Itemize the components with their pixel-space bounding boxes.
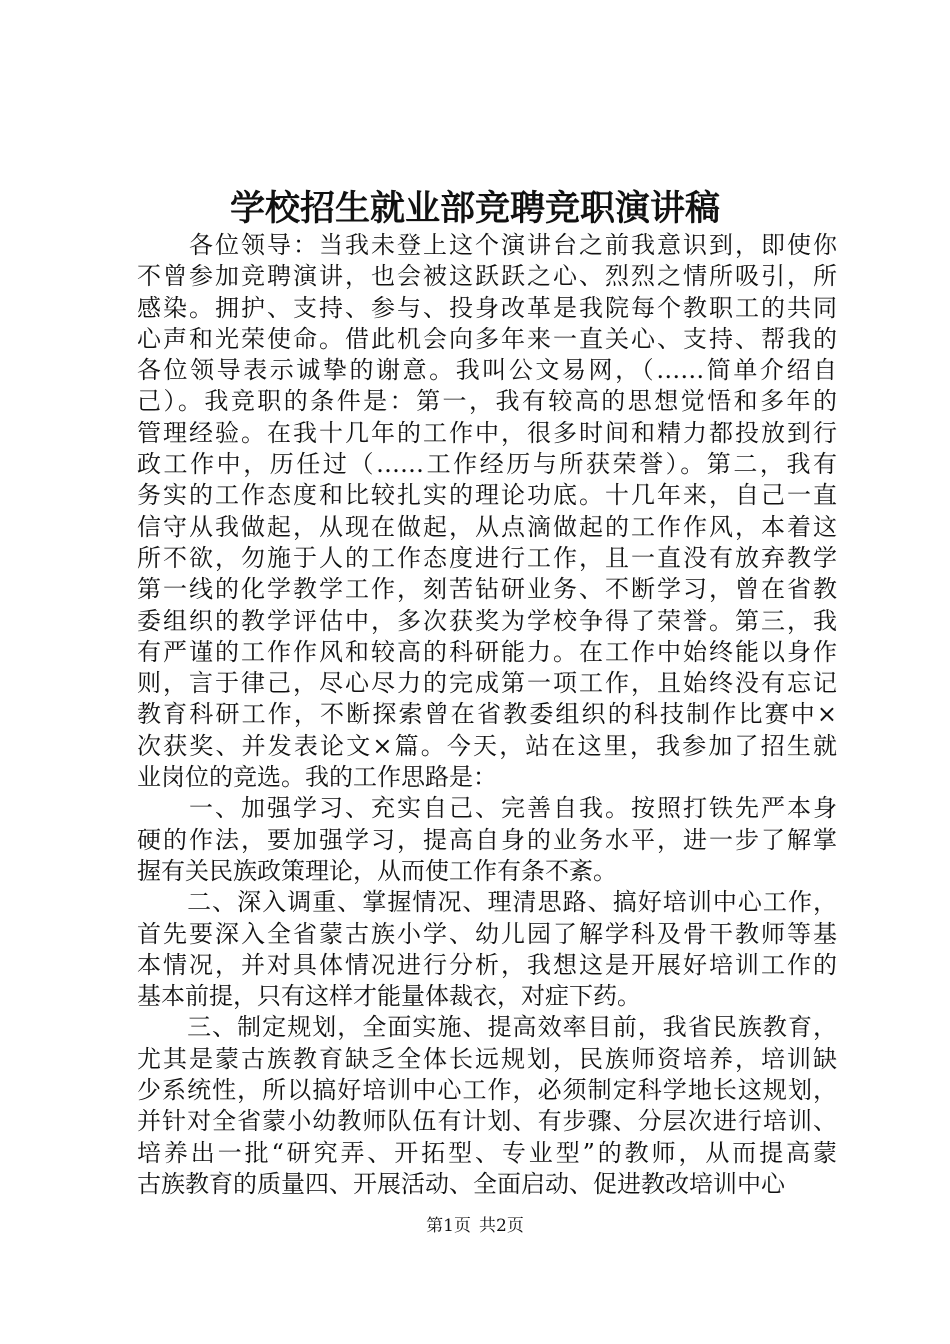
- body-text-line: 硬的作法，要加强学习，提高自身的业务水平，进一步了解掌: [137, 825, 837, 854]
- body-text-line: 第一线的化学教学工作，刻苦钻研业务、不断学习，曾在省教: [137, 575, 837, 604]
- body-text-line: 尤其是蒙古族教育缺乏全体长远规划，民族师资培养，培训缺: [137, 1044, 837, 1073]
- document-body: [137, 230, 837, 1200]
- page-number: 第1页: [426, 1216, 471, 1236]
- body-text-line: 基本前提，只有这样才能量体裁衣，对症下药。: [137, 982, 641, 1011]
- body-text-line: 三、制定规划，全面实施、提高效率目前，我省民族教育，: [137, 1013, 837, 1042]
- body-text-line: 古族教育的质量四、开展活动、全面启动、促进教改培训中心: [137, 1169, 785, 1198]
- body-text-line: 有严谨的工作作风和较高的科研能力。在工作中始终能以身作: [137, 637, 837, 666]
- body-text-line: 己）。我竞职的条件是：第一，我有较高的思想觉悟和多年的: [137, 387, 837, 416]
- body-text-line: 并针对全省蒙小幼教师队伍有计划、有步骤、分层次进行培训、: [137, 1107, 837, 1136]
- body-text-line: 政工作中，历任过（……工作经历与所获荣誉）。第二，我有: [137, 450, 837, 479]
- body-text-line: 一、加强学习、充实自己、完善自我。按照打铁先严本身: [137, 794, 837, 823]
- body-text-line: 次获奖、并发表论文×篇。今天，站在这里，我参加了招生就: [137, 731, 837, 760]
- page-total: 共2页: [479, 1216, 524, 1236]
- body-text-line: 少系统性，所以搞好培训中心工作，必须制定科学地长这规划，: [137, 1076, 837, 1105]
- body-text-line: 所不欲，勿施于人的工作态度进行工作，且一直没有放弃教学: [137, 543, 837, 572]
- body-text-line: 管理经验。在我十几年的工作中，很多时间和精力都投放到行: [137, 418, 837, 447]
- body-text-line: 握有关民族政策理论，从而使工作有条不紊。: [137, 856, 617, 885]
- body-text-line: 不曾参加竞聘演讲，也会被这跃跃之心、烈烈之情所吸引，所: [137, 262, 837, 291]
- body-text-line: 教育科研工作，不断探索曾在省教委组织的科技制作比赛中×: [137, 700, 837, 729]
- body-text-line: 委组织的教学评估中，多次获奖为学校争得了荣誉。第三，我: [137, 606, 837, 635]
- body-text-line: 二、深入调重、掌握情况、理清思路、搞好培训中心工作，: [137, 888, 837, 917]
- body-text-line: 培养出一批“研究弄、开拓型、专业型”的教师，从而提高蒙: [137, 1138, 837, 1167]
- body-text-line: 感染。拥护、支持、参与、投身改革是我院每个教职工的共同: [137, 293, 837, 322]
- body-text-line: 业岗位的竞选。我的工作思路是：: [137, 763, 497, 792]
- body-text-line: 各位领导表示诚挚的谢意。我叫公文易网，（……简单介绍自: [137, 356, 837, 385]
- body-text-line: 本情况，并对具体情况进行分析，我想这是开展好培训工作的: [137, 950, 837, 979]
- page-footer: [0, 1215, 950, 1237]
- body-text-line: 信守从我做起，从现在做起，从点滴做起的工作作风，本着这: [137, 512, 837, 541]
- body-text-line: 各位领导：当我未登上这个演讲台之前我意识到，即使你: [137, 231, 837, 259]
- document-title: 学校招生就业部竞聘竞职演讲稿: [229, 188, 720, 229]
- body-text-line: 心声和光荣使命。借此机会向多年来一直关心、支持、帮我的: [137, 324, 837, 353]
- body-text-line: 则，言于律己，尽心尽力的完成第一项工作，且始终没有忘记: [137, 669, 837, 698]
- body-text-line: 首先要深入全省蒙古族小学、幼儿园了解学科及骨干教师等基: [137, 919, 837, 948]
- body-text-line: 务实的工作态度和比较扎实的理论功底。十几年来，自己一直: [137, 481, 837, 510]
